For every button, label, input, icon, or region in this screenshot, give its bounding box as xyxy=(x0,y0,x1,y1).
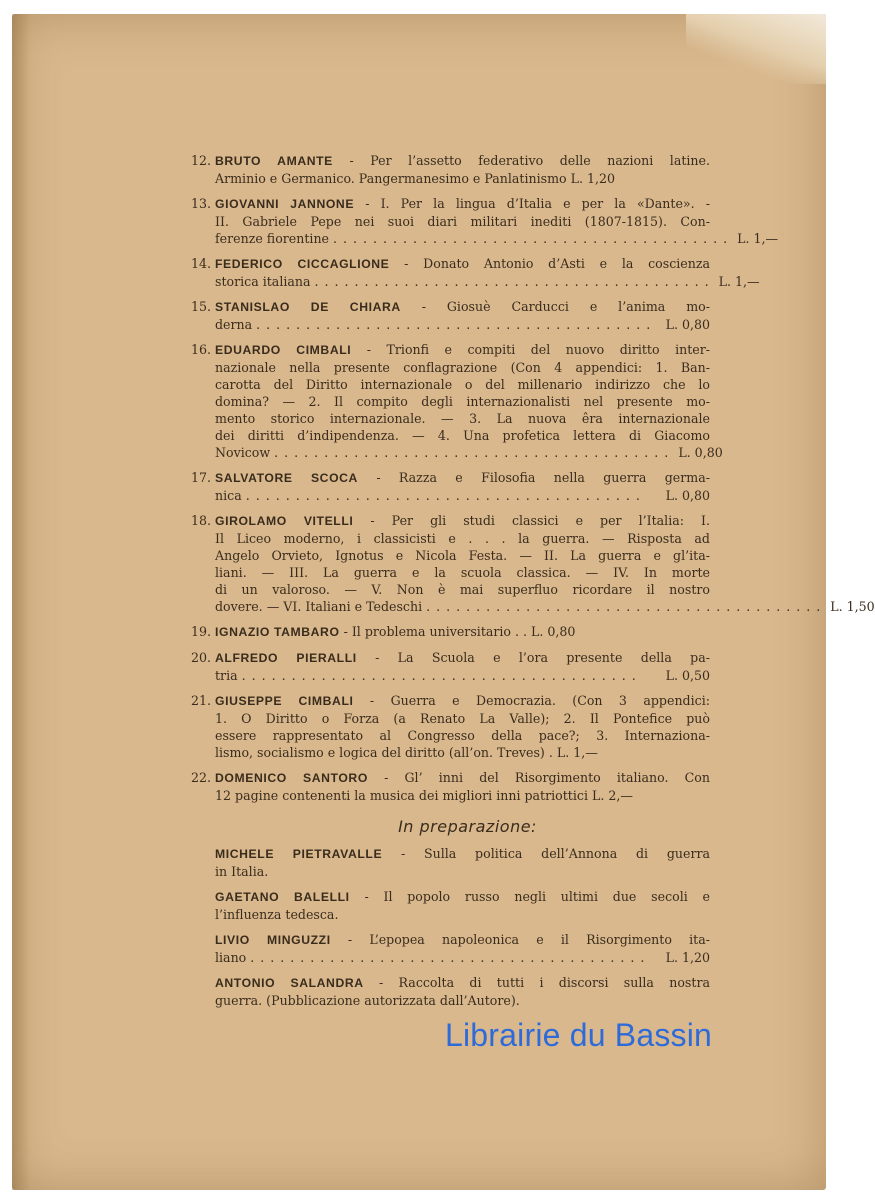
dot-leader: ........................................ xyxy=(426,599,827,614)
entry-line xyxy=(215,359,710,376)
entry-author: MICHELE PIETRAVALLE xyxy=(215,847,383,861)
entry-text: nica xyxy=(215,488,242,503)
entry-text: 12 pagine contenenti la musica dei migliori inni patriottici L. 2,— xyxy=(215,788,633,803)
entry-leader-line xyxy=(215,667,710,684)
dot-leader: ........................................ xyxy=(274,445,675,460)
entry-line xyxy=(215,906,710,923)
entry-price: L. 1,20 xyxy=(665,950,710,965)
entry-author: BRUTO AMANTE xyxy=(215,154,333,168)
entry-line xyxy=(215,512,710,530)
entry-text: liani. — III. La guerra e la scuola classica. — IV. In morte xyxy=(215,565,710,580)
entry-line xyxy=(215,170,710,187)
entry-line xyxy=(215,710,710,727)
entry-text: l’influenza tedesca. xyxy=(215,907,339,922)
entry-line xyxy=(215,769,710,787)
catalog-entry xyxy=(215,931,710,966)
entry-text: - Per gli studi classici e per l’Italia: I. xyxy=(370,513,710,528)
entry-leader-line xyxy=(215,230,779,247)
catalog-entry xyxy=(190,512,875,615)
entry-author: ALFREDO PIERALLI xyxy=(215,651,357,665)
entry-text: derna xyxy=(215,317,253,332)
dot-leader: ........................................ xyxy=(333,231,734,246)
entry-line xyxy=(215,845,710,863)
catalog-entry xyxy=(190,152,710,187)
entry-author: FEDERICO CICCAGLIONE xyxy=(215,257,390,271)
dot-leader: ........................................ xyxy=(241,668,642,683)
entry-text: essere rappresentato al Congresso della pace?; 3. Internaziona- xyxy=(215,728,710,743)
dot-leader: ........................................ xyxy=(256,317,657,332)
entry-line xyxy=(215,649,710,667)
entry-number: 13. xyxy=(190,196,211,211)
entry-text: - Per l’assetto federativo delle nazioni latine. xyxy=(349,153,710,168)
entry-text: - Il popolo russo negli ultimi due secoli e xyxy=(364,889,710,904)
entry-price: L. 1,50 xyxy=(830,599,875,614)
entry-text: - Raccolta di tutti i discorsi sulla nostra xyxy=(378,975,710,990)
catalog-entry xyxy=(215,974,710,1009)
entry-text: - Il problema universitario . . L. 0,80 xyxy=(343,624,576,639)
entry-line xyxy=(215,469,710,487)
entry-line xyxy=(215,974,710,992)
entry-author: ANTONIO SALANDRA xyxy=(215,976,364,990)
entry-number: 15. xyxy=(190,299,211,314)
entry-text: - I. Per la lingua d’Italia e per la «Dante». - xyxy=(365,196,710,211)
entry-text: carotta del Diritto internazionale o del millenario indirizzo che lo xyxy=(215,377,710,392)
entry-number: 18. xyxy=(190,513,211,528)
entry-text: in Italia. xyxy=(215,864,269,879)
entry-text: - Trionfi e compiti del nuovo diritto inter- xyxy=(366,342,710,357)
entry-line xyxy=(215,195,710,213)
catalog-entry xyxy=(215,845,710,880)
catalog-entry xyxy=(190,649,710,684)
entry-author: LIVIO MINGUZZI xyxy=(215,933,331,947)
entry-number: 22. xyxy=(190,770,211,785)
catalog-entry xyxy=(190,255,760,290)
dot-leader: ........................................ xyxy=(250,950,651,965)
entry-text: guerra. (Pubblicazione autorizzata dall’Autore). xyxy=(215,993,520,1008)
entry-text: Il Liceo moderno, i classicisti e . . . la guerra. — Risposta ad xyxy=(215,531,710,546)
entry-leader-line xyxy=(215,273,760,290)
catalog-entry xyxy=(190,341,723,461)
entry-line xyxy=(215,623,710,641)
entry-price: L. 0,80 xyxy=(665,317,710,332)
entry-line xyxy=(215,931,710,949)
entry-text: nazionale nella presente conflagrazione (Con 4 appendici: 1. Ban- xyxy=(215,360,710,375)
entry-line xyxy=(215,992,710,1009)
entry-line xyxy=(215,530,710,547)
entry-line xyxy=(215,564,710,581)
entry-text: dei diritti d’indipendenza. — 4. Una profetica lettera di Giacomo xyxy=(215,428,710,443)
catalog-entry xyxy=(215,888,710,923)
entry-text: storica italiana xyxy=(215,274,311,289)
entry-text: domina? — 2. Il compito degli internazionalisti nel presente mo- xyxy=(215,394,710,409)
entry-price: L. 0,50 xyxy=(665,668,710,683)
entry-text: 1. O Diritto o Forza (a Renato La Valle); 2. Il Pontefice può xyxy=(215,711,710,726)
entry-line xyxy=(215,376,710,393)
entry-text: - La Scuola e l’ora presente della pa- xyxy=(375,650,710,665)
entry-leader-line xyxy=(215,487,710,504)
entry-price: L. 1,— xyxy=(718,274,760,289)
entry-leader-line xyxy=(215,949,710,966)
entry-price: L. 1,— xyxy=(737,231,779,246)
entry-text: dovere. — VI. Italiani e Tedeschi xyxy=(215,599,423,614)
catalog-entry xyxy=(190,195,779,247)
entry-text: Arminio e Germanico. Pangermanesimo e Panlatinismo L. 1,20 xyxy=(215,171,616,186)
entry-author: STANISLAO DE CHIARA xyxy=(215,300,401,314)
entry-author: EDUARDO CIMBALI xyxy=(215,343,352,357)
entry-line xyxy=(215,888,710,906)
entry-text: - Sulla politica dell’Annona di guerra xyxy=(400,846,711,861)
entry-leader-line xyxy=(215,598,875,615)
entry-author: GAETANO BALELLI xyxy=(215,890,350,904)
entry-line xyxy=(215,727,710,744)
entry-number: 19. xyxy=(190,624,211,639)
entry-price: L. 0,80 xyxy=(678,445,723,460)
entry-line xyxy=(215,863,710,880)
entry-text: Angelo Orvieto, Ignotus e Nicola Festa. — II. La guerra e gl’ita- xyxy=(215,548,710,563)
catalog-entry xyxy=(190,692,710,761)
entry-number: 14. xyxy=(190,256,211,271)
entry-line xyxy=(215,213,710,230)
folded-corner xyxy=(686,14,826,84)
book-back-cover xyxy=(12,14,875,1190)
entry-author: GIUSEPPE CIMBALI xyxy=(215,694,354,708)
dot-leader: ........................................ xyxy=(314,274,715,289)
entry-line xyxy=(215,581,710,598)
entry-text: - Gl’ inni del Risorgimento italiano. Con xyxy=(384,770,711,785)
entry-line xyxy=(215,152,710,170)
entry-price: L. 0,80 xyxy=(665,488,710,503)
entry-leader-line xyxy=(215,444,723,461)
entry-text: di un valoroso. — V. Non è mai superfluo ricordare il nostro xyxy=(215,582,710,597)
entry-line xyxy=(215,692,710,710)
catalog-entry xyxy=(190,298,710,333)
entry-line xyxy=(215,744,710,761)
entry-text: - L’epopea napoleonica e il Risorgimento ita- xyxy=(347,932,710,947)
entry-text: - Razza e Filosofia nella guerra germa- xyxy=(376,470,710,485)
entry-author: IGNAZIO TAMBARO xyxy=(215,625,340,639)
entry-number: 16. xyxy=(190,342,211,357)
preparation-entries xyxy=(215,845,710,1009)
entry-number: 20. xyxy=(190,650,211,665)
publication-list xyxy=(190,152,875,1017)
entry-line xyxy=(215,341,710,359)
entry-author: SALVATORE SCOCA xyxy=(215,471,358,485)
preparation-heading: In preparazione: xyxy=(398,817,537,836)
entry-line xyxy=(215,393,710,410)
entry-text: - Donato Antonio d’Asti e la coscienza xyxy=(404,256,710,271)
dot-leader: ........................................ xyxy=(245,488,646,503)
entry-text: tria xyxy=(215,668,238,683)
entry-author: GIROLAMO VITELLI xyxy=(215,514,354,528)
entry-line xyxy=(215,787,710,804)
entry-text: liano xyxy=(215,950,247,965)
entry-author: GIOVANNI JANNONE xyxy=(215,197,355,211)
entry-text: lismo, socialismo e logica del diritto (all’on. Treves) . L. 1,— xyxy=(215,745,598,760)
entry-text: - Guerra e Democrazia. (Con 3 appendici: xyxy=(369,693,710,708)
catalog-entries xyxy=(190,152,875,804)
entry-text: II. Gabriele Pepe nei suoi diari militari inediti (1807-1815). Con- xyxy=(215,214,710,229)
worn-edge xyxy=(12,14,30,1190)
entry-line xyxy=(215,410,710,427)
catalog-entry xyxy=(190,623,710,641)
entry-number: 12. xyxy=(190,153,211,168)
entry-leader-line xyxy=(215,316,710,333)
entry-line xyxy=(215,427,710,444)
bookseller-watermark: Librairie du Bassin xyxy=(445,1017,713,1053)
entry-line xyxy=(215,255,710,273)
catalog-entry xyxy=(190,769,711,804)
entry-text: mento storico internazionale. — 3. La nuova êra internazionale xyxy=(215,411,710,426)
entry-text: Novicow xyxy=(215,445,271,460)
catalog-entry xyxy=(190,469,710,504)
entry-author: DOMENICO SANTORO xyxy=(215,771,368,785)
entry-number: 17. xyxy=(190,470,211,485)
entry-line xyxy=(215,547,710,564)
entry-text: ferenze fiorentine xyxy=(215,231,330,246)
entry-text: - Giosuè Carducci e l’anima mo- xyxy=(421,299,710,314)
entry-line xyxy=(215,298,710,316)
entry-number: 21. xyxy=(190,693,211,708)
